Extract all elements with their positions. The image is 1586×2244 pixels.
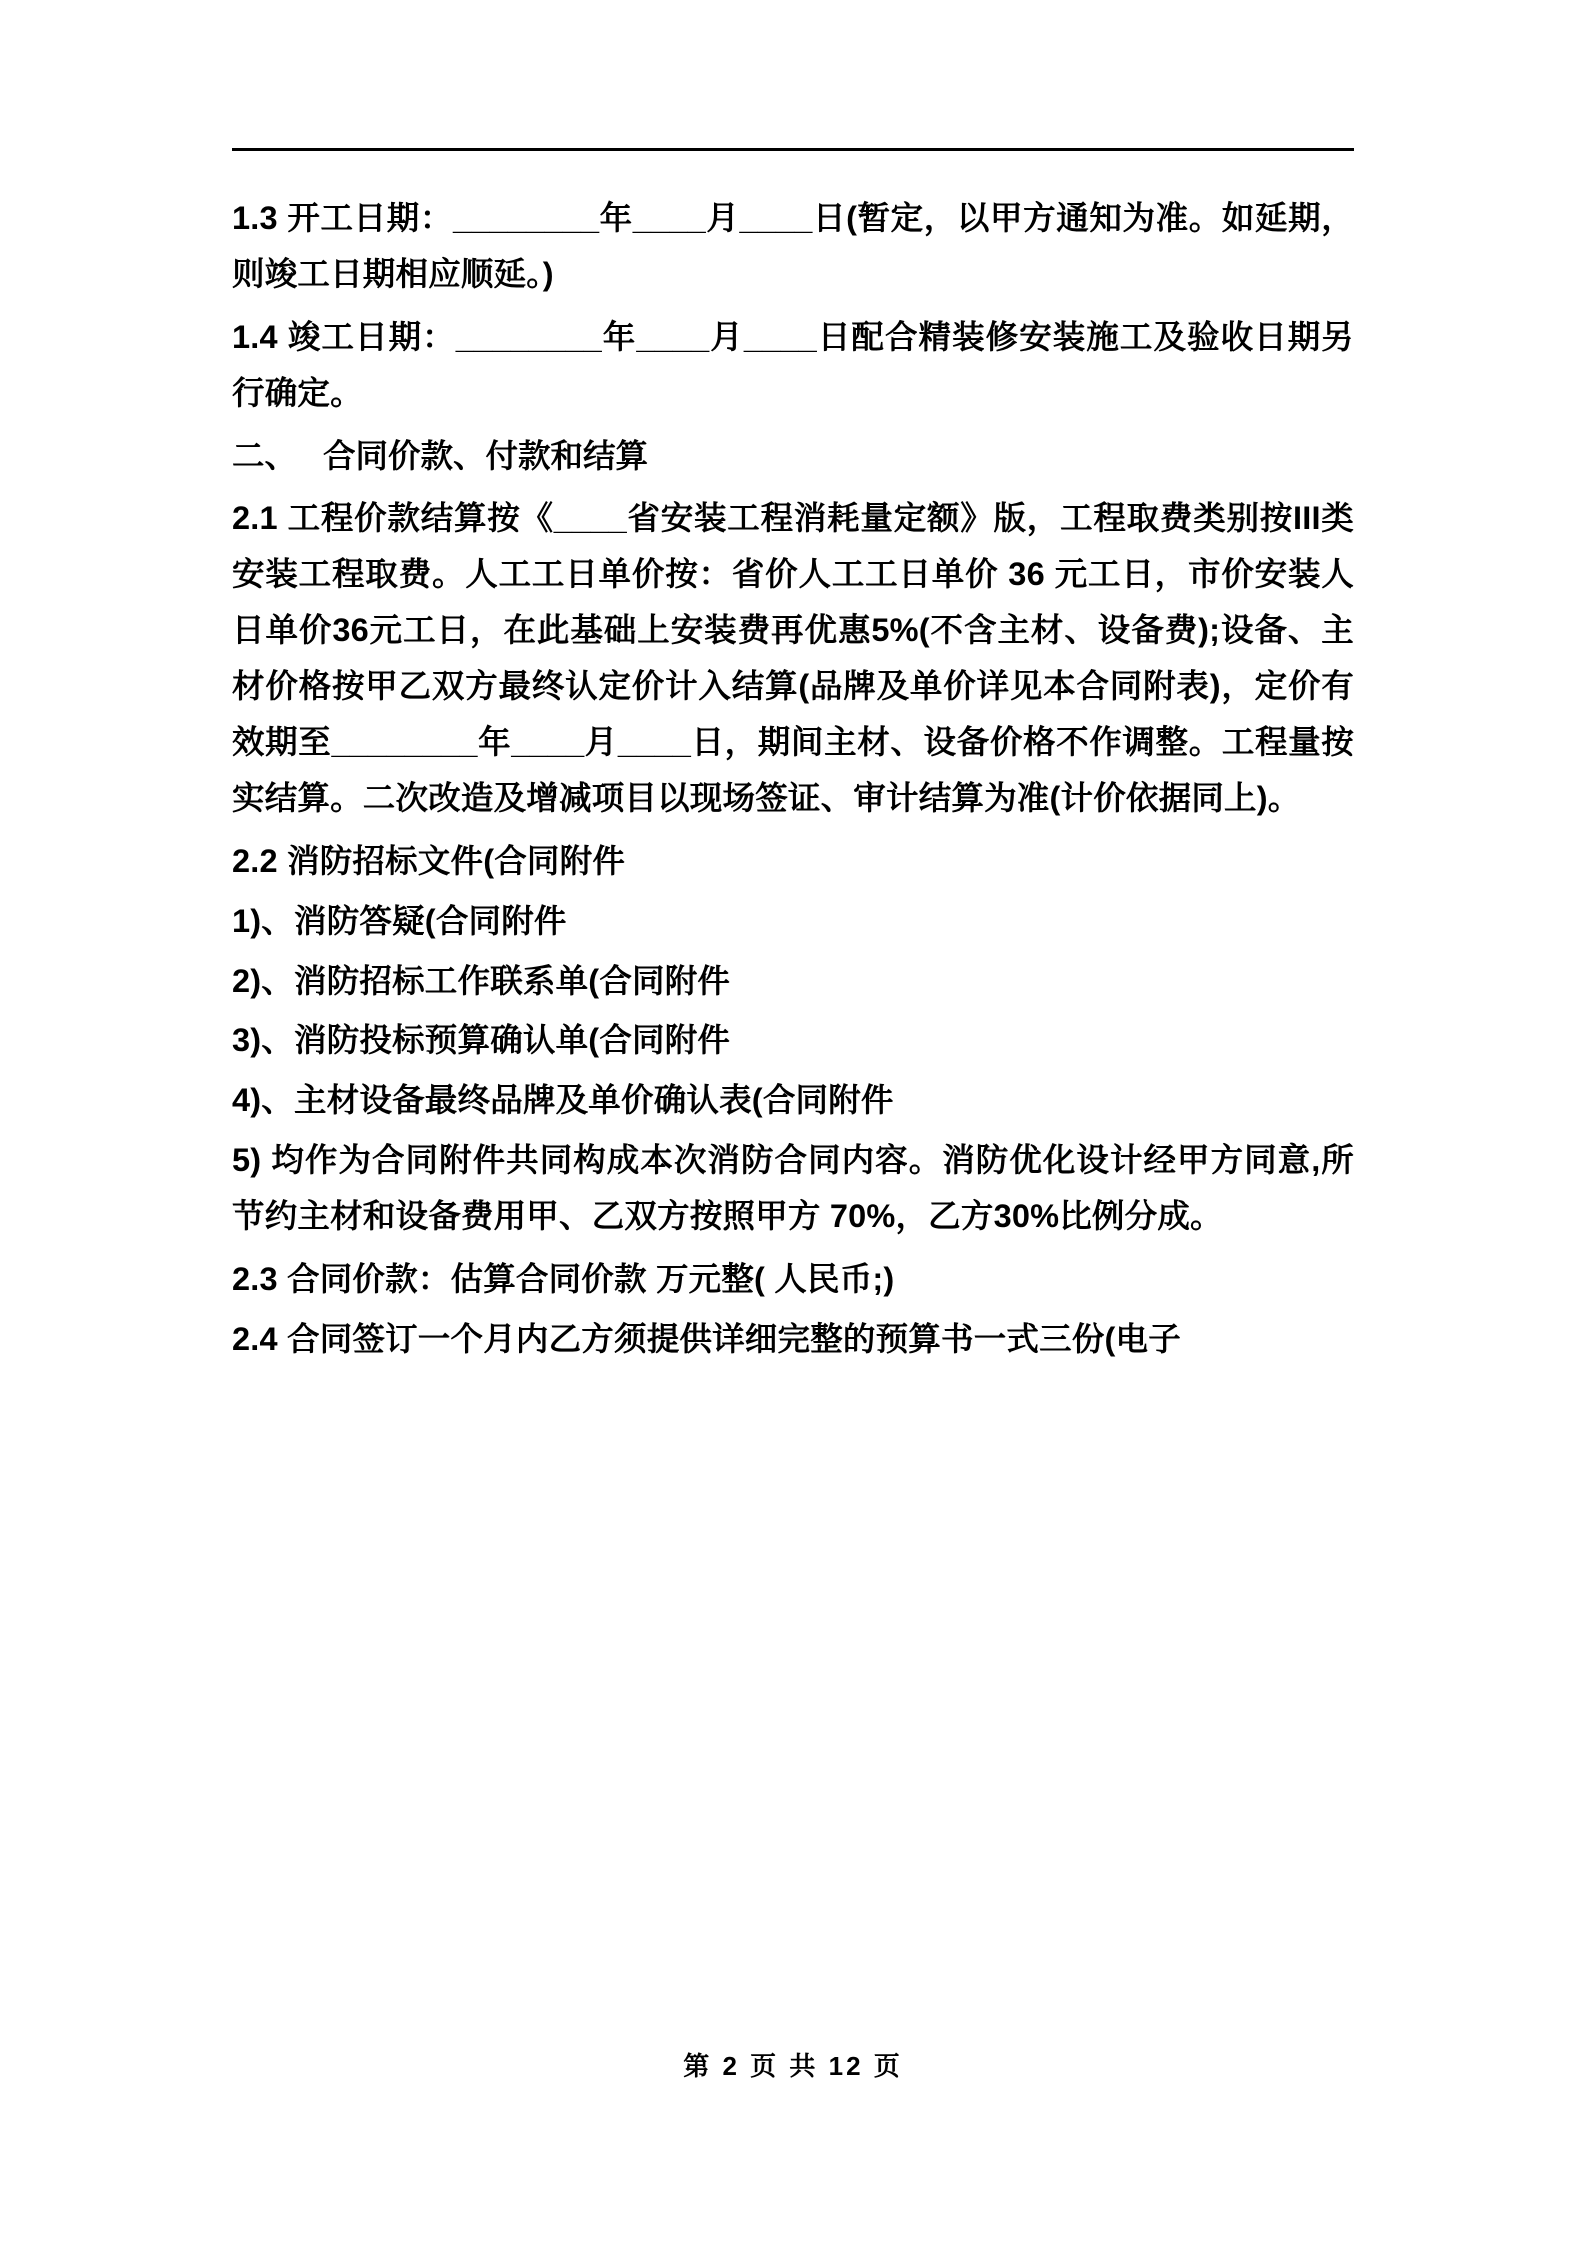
list-item-5-attachment-summary: 5) 均作为合同附件共同构成本次消防合同内容。消防优化设计经甲方同意,所节约主材和设备费用甲、乙双方按照甲方 70%，乙方30%比例分成。 [232,1142,1354,1235]
paragraph-2-3-contract-price: 2.3 合同价款：估算合同价款 万元整( 人民币;) [232,1261,895,1298]
paragraph-2-4-budget-book: 2.4 合同签订一个月内乙方须提供详细完整的预算书一式三份(电子 [232,1320,1181,1357]
paragraph-2-1-price-settlement: 2.1 工程价款结算按《____省安装工程消耗量定额》版，工程取费类别按III类安装工程取费。人工工日单价按：省价人工工日单价 36 元工日，市价安装人日单价36元工日，在此基础上安装费再优惠5%(不含主材、设备费);设备、主材价格按甲乙双方最终认定价计入结算(品牌及单价详见本合同附表)，定价有效期至________年____月____日，期间主材、设备价格不作调整。工程量按实结算。二次改造及增减项目以现场签证、审计结算为准(计价依据同上)。 [232,500,1354,816]
section-heading-title: 合同价款、付款和结算 [323,437,649,474]
list-item-1-fire-qa: 1)、消防答疑(合同附件 [232,902,567,939]
list-item-2-tender-contact-sheet: 2)、消防招标工作联系单(合同附件 [232,962,731,999]
paragraph-2-2-tender-documents: 2.2 消防招标文件(合同附件 [232,842,626,879]
paragraph-1-3-start-date: 1.3 开工日期：________年____月____日(暂定，以甲方通知为准。如延期，则竣工日期相应顺延。) [232,200,1354,292]
paragraph-1-4-completion-date: 1.4 竣工日期：________年____月____日配合精装修安装施工及验收日期另行确定。 [232,318,1354,411]
list-item-4-material-brand-price-table: 4)、主材设备最终品牌及单价确认表(合同附件 [232,1082,894,1119]
document-body [232,148,1354,1372]
list-item-3-bid-budget-confirmation: 3)、消防投标预算确认单(合同附件 [232,1022,731,1059]
header-divider-rule [232,148,1354,151]
page-footer: 第 2 页 共 12 页 [683,2051,903,2081]
section-heading-number: 二、 [232,437,298,474]
section-heading-2 [232,429,1354,485]
